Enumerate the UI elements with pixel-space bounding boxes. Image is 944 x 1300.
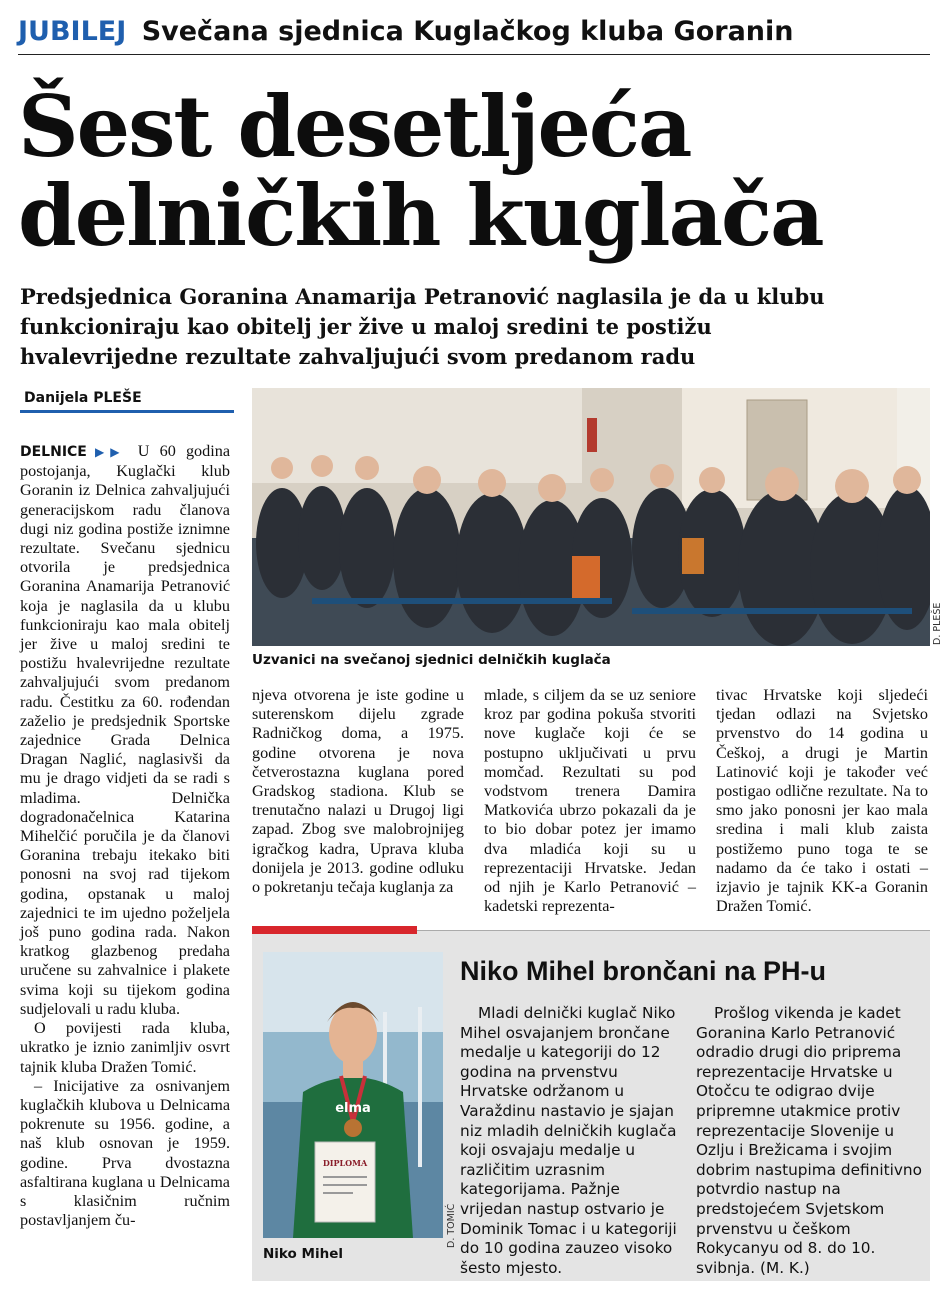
dateline: DELNICE	[20, 444, 87, 460]
audience-photo-illustration	[252, 388, 930, 646]
subheadline-line-1: Predsjednica Goranina Anamarija Petranović naglasila je da u klubu	[20, 284, 825, 309]
headline-line-1: Šest desetljeća	[18, 77, 691, 176]
headline	[18, 77, 930, 265]
article-column-1	[20, 442, 230, 1230]
article-paragraph-2: O povijesti rada kluba, ukratko je iznio zanimljiv osvrt tajnik kluba Dražen Tomić.	[20, 1019, 230, 1076]
photo-credit: D. PLEŠE	[932, 602, 943, 645]
boy-with-diploma-illustration	[263, 952, 443, 1238]
kicker-tag: JUBILEJ	[18, 16, 127, 47]
article-paragraph-3: – Inicijative za osnivanjem kuglačkih klubova u Delnicama pokrenute su 1956. godine, a naš klub osnovan je 1959. godine. Prva dvostazna asfaltirana kuglana u Delnicama s klasičnim ručnim postavljanjem ču-	[20, 1076, 230, 1230]
sidebar-column-1	[460, 1004, 682, 1278]
subheadline-line-2: funkcioniraju kao obitelj jer žive u maloj sredini te postižu	[20, 314, 712, 339]
byline	[20, 390, 234, 413]
byline-surname: PLEŠE	[93, 390, 142, 406]
article-column-4: tivac Hrvatske koji sljedeći tjedan odlazi na Svjetsko prvenstvo do 14 godina u Češkoj, a drugi je Martin Latinović koji je također već postigao odlične rezultate. Na to smo jako ponosni jer kao mala sredina i mali klub zaista postižemo puno toga te se nadamo da će tako i ostati – izjavio je tajnik KK-a Goranin Dražen Tomić.	[716, 686, 928, 916]
diploma-text: DIPLOMA	[322, 1158, 368, 1168]
sidebar-photo	[263, 952, 443, 1238]
sidebar-paragraph-1: Mladi delnički kuglač Niko Mihel osvajanjem brončane medalje u kategoriji do 12 godina na prvenstvu Hrvatske održanom u Varaždinu nastavio je sjajan niz mladih delničkih kuglača koji osvajaju medalje u različitim uzrasnim kategorijama. Pažnje vrijedan nastup ostvario je Dominik Tomac i u kategoriji do 10 godina zauzeo visoko šesto mjesto.	[460, 1004, 677, 1277]
headline-line-2: delničkih kuglača	[18, 166, 823, 265]
dateline-arrow-icon: ▶▶	[88, 445, 126, 459]
section-kicker	[18, 14, 930, 55]
article-paragraph-1: U 60 godina postojanja, Kuglački klub Goranin iz Delnica zahvaljujući generacijskom radu članova dugi niz godina postiže iznimne rezultate. Svečanu sjednicu otvorila je predsjednica Goranina Anamarija Petranović koja je naglasila da u klubu funkcioniraju kao mala obitelj jer žive u maloj sredini te postižu hvalevrijedne rezultate zahvaljujući svom predanom radu. Čestitku za 60. rođendan zaželio je predsjednik Sportske zajednice Grada Delnica Dragan Naglić, naglasivši da mu je drago vidjeti da se radi s mladima. Delnička dogradonačelnica Katarina Mihelčić poručila je da članovi Goranina trebaju itekako biti ponosni na svoj rad tijekom godina, opstanak u maloj zajednici te im ujedno poželjela još puno godina rada. Nakon kratkog glazbenog predaha uručene su zahvalnice i plakete svima koji su tijekom godina sudjelovali u radu kluba.	[20, 442, 231, 1018]
sidebar-accent-bar	[252, 926, 417, 934]
sidebar-photo-caption: Niko Mihel	[263, 1246, 343, 1262]
main-photo	[252, 388, 930, 646]
subheadline	[20, 282, 930, 372]
article-column-2: njeva otvorena je iste godine u suterenskom dijelu zgrade Radničkog doma, a 1975. godine otvorena je nova četverostazna kuglana pored Gradskog stadiona. Klub se trenutačno nalazi u Drugoj ligi zapad. Zbog sve malobrojnijeg igračkog kadra, Uprava kluba donijela je 2013. godine odluku o pokretanju tečaja kuglanja za	[252, 686, 464, 897]
shirt-text: elma	[335, 1101, 371, 1116]
subheadline-line-3: hvalevrijedne rezultate zahvaljujući svom predanom radu	[20, 344, 696, 369]
sidebar-column-2	[696, 1004, 924, 1278]
article-column-3: mlade, s ciljem da se uz seniore kroz par godina pokuša stvoriti nove kuglače koji će se postupno uključivati u prvu momčad. Rezultati su pod vodstvom trenera Damira Matkovića ubrzo pokazali da je to bio dobar potez jer imamo dva mladića koji su u reprezentaciji Hrvatske. Jedan od njih je Karlo Petranović – kadetski reprezenta-	[484, 686, 696, 916]
sidebar-paragraph-2: Prošlog vikenda je kadet Goranina Karlo Petranović odradio drugi dio priprema reprezentacije Hrvatske u Otočcu te odigrao dvije pripremne utakmice protiv reprezentacije Slovenije u Ozlju i Brežicama i svojim dobrim nastupima definitivno potvrdio nastup na predstojećem Svjetskom prvenstvu u češkom Rokycanyu od 8. do 10. svibnja. (M. K.)	[696, 1004, 922, 1277]
sidebar-title: Niko Mihel brončani na PH-u	[460, 956, 827, 986]
byline-name: Danijela	[24, 390, 89, 406]
kicker-text: Svečana sjednica Kuglačkog kluba Goranin	[141, 16, 794, 47]
sidebar-photo-credit: D. TOMIĆ	[446, 1203, 457, 1248]
photo-caption: Uzvanici na svečanoj sjednici delničkih kuglača	[252, 652, 611, 668]
